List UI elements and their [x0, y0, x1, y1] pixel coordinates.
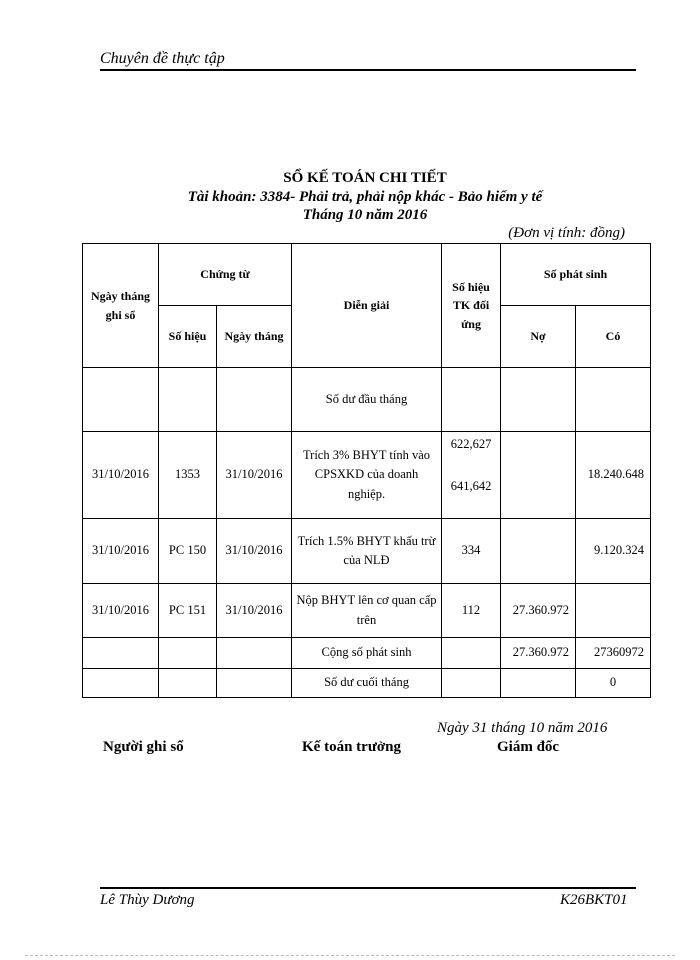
table-row	[83, 584, 651, 638]
row-date: 31/10/2016	[83, 519, 159, 584]
opening-balance-row	[83, 368, 651, 432]
signature-date: Ngày 31 tháng 10 năm 2016	[437, 720, 608, 736]
header-counter-account: Số hiệu TK đối ứng	[442, 244, 501, 368]
closing-debit	[501, 669, 576, 698]
total-label: Cộng số phát sinh	[292, 638, 442, 669]
header-voucher: Chứng từ	[159, 244, 292, 306]
row-voucher-date: 31/10/2016	[217, 584, 292, 638]
document-title: SỔ KẾ TOÁN CHI TIẾT	[283, 170, 447, 186]
signature-director: Giám đốc	[497, 739, 560, 755]
table-row	[83, 432, 651, 519]
header-rule	[100, 69, 636, 71]
header-date-recorded: Ngày tháng ghi sổ	[83, 244, 159, 368]
row-credit: 18.240.648	[576, 432, 651, 519]
signature-chief-accountant: Kế toán trưởng	[302, 739, 401, 755]
row-voucher-no: PC 150	[159, 519, 217, 584]
header-row-1	[83, 244, 651, 306]
counter-account-value: 641,642	[450, 479, 492, 493]
row-date: 31/10/2016	[83, 432, 159, 519]
closing-credit: 0	[576, 669, 651, 698]
footer-rule	[100, 887, 636, 889]
ledger-table	[82, 243, 651, 698]
total-credit: 27360972	[576, 638, 651, 669]
opening-balance-label: Số dư đầu tháng	[292, 368, 442, 432]
row-description: Nộp BHYT lên cơ quan cấp trên	[292, 584, 442, 638]
row-counter-account: 334	[442, 519, 501, 584]
page-header-title: Chuyên đề thực tập	[100, 50, 225, 67]
row-description: Trích 3% BHYT tính vào CPSXKD của doanh nghiệp.	[292, 432, 442, 519]
row-credit: 9.120.324	[576, 519, 651, 584]
row-debit	[501, 432, 576, 519]
header-debit: Nợ	[501, 306, 576, 368]
signature-recorder: Người ghi sổ	[103, 739, 184, 755]
total-row	[83, 638, 651, 669]
closing-label: Số dư cuối tháng	[292, 669, 442, 698]
period-line: Tháng 10 năm 2016	[302, 207, 428, 223]
row-debit: 27.360.972	[501, 584, 576, 638]
row-description: Trích 1.5% BHYT khấu trừ của NLĐ	[292, 519, 442, 584]
page-break-line	[25, 955, 675, 956]
header-credit: Có	[576, 306, 651, 368]
unit-note: (Đơn vị tính: đồng)	[508, 225, 625, 241]
row-counter-account	[442, 432, 501, 519]
row-voucher-no: 1353	[159, 432, 217, 519]
table-row	[83, 519, 651, 584]
counter-account-value: 622,627	[450, 437, 492, 451]
footer-author: Lê Thùy Dương	[100, 892, 195, 908]
account-line: Tài khoản: 3384- Phải trả, phải nộp khác - Bảo hiểm y tế	[187, 189, 543, 205]
total-debit: 27.360.972	[501, 638, 576, 669]
header-amount: Số phát sinh	[501, 244, 651, 306]
row-counter-account: 112	[442, 584, 501, 638]
row-debit	[501, 519, 576, 584]
closing-row	[83, 669, 651, 698]
row-voucher-date: 31/10/2016	[217, 432, 292, 519]
row-voucher-no: PC 151	[159, 584, 217, 638]
row-voucher-date: 31/10/2016	[217, 519, 292, 584]
header-voucher-date: Ngày tháng	[217, 306, 292, 368]
row-credit	[576, 584, 651, 638]
row-date: 31/10/2016	[83, 584, 159, 638]
header-voucher-number: Số hiệu	[159, 306, 217, 368]
header-description: Diễn giải	[292, 244, 442, 368]
footer-class-code: K26BKT01	[560, 892, 628, 908]
